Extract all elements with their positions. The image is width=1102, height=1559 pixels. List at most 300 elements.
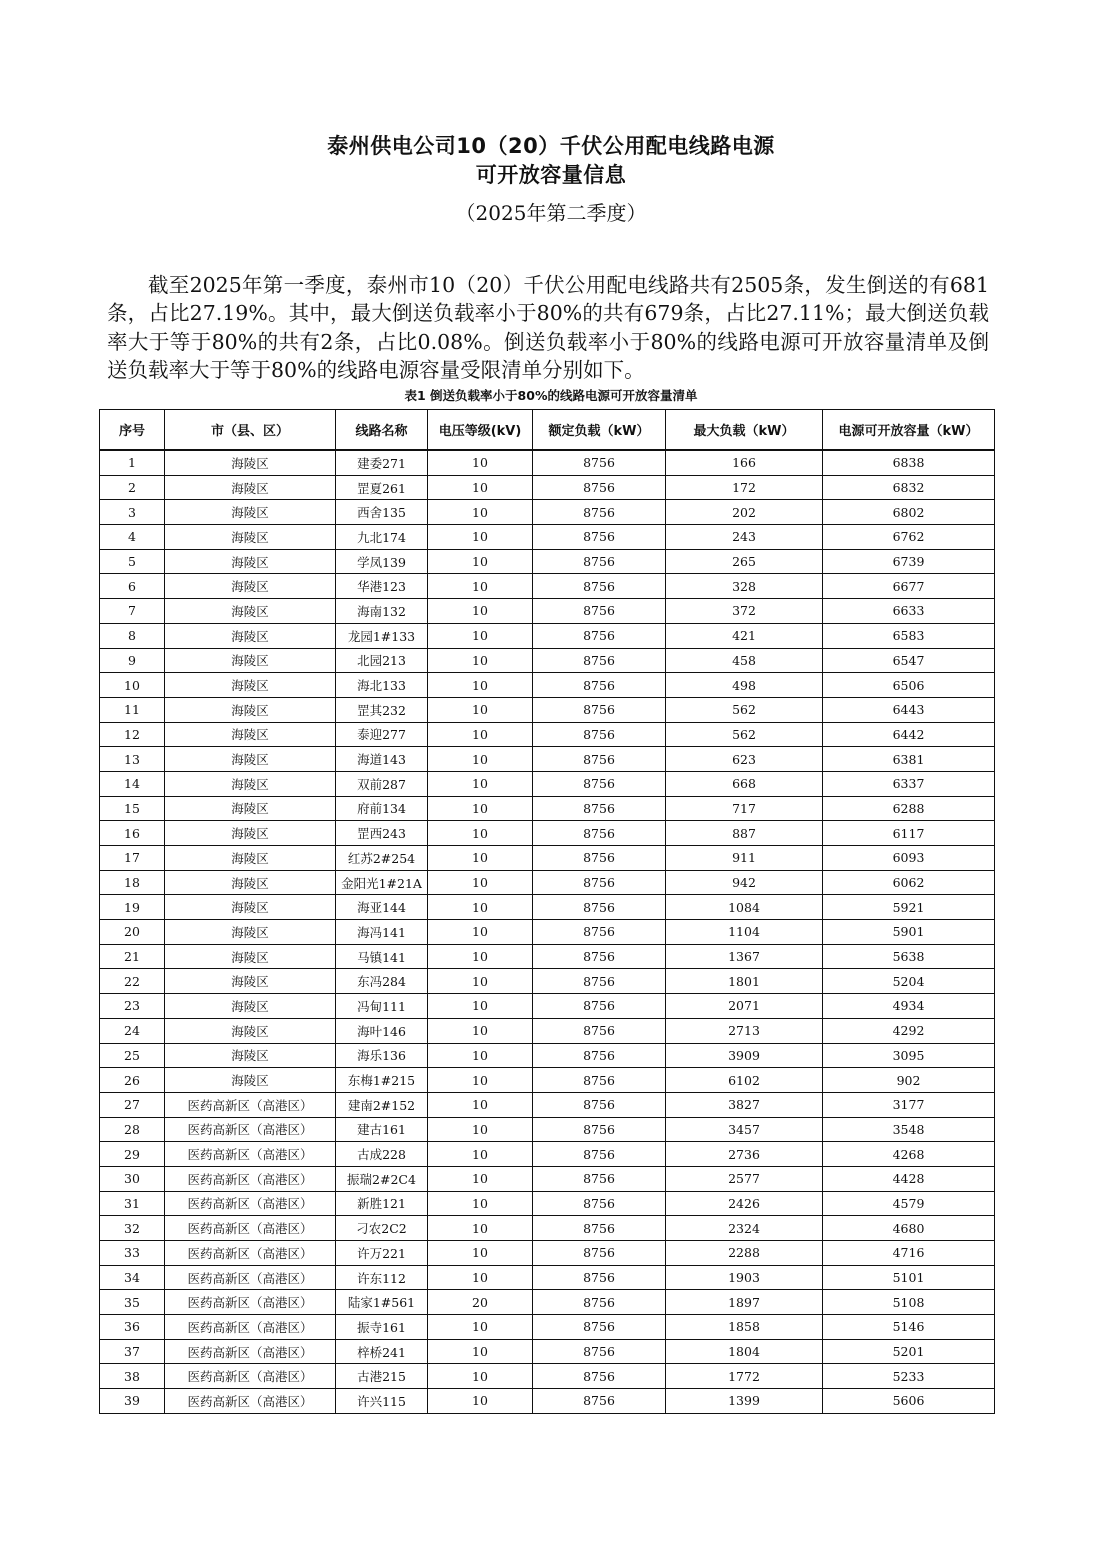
rated-load-cell: 8756 xyxy=(533,1265,666,1290)
line-name-cell: 海乐136 xyxy=(336,1043,428,1068)
table-row xyxy=(100,1142,995,1167)
open-capacity-cell: 6838 xyxy=(823,450,995,475)
voltage-cell: 10 xyxy=(428,1315,533,1340)
voltage-cell: 10 xyxy=(428,623,533,648)
open-capacity-cell: 4680 xyxy=(823,1216,995,1241)
index-cell: 35 xyxy=(100,1290,165,1315)
max-load-cell: 166 xyxy=(666,450,823,475)
line-name-cell: 北园213 xyxy=(336,648,428,673)
voltage-cell: 10 xyxy=(428,549,533,574)
line-name-cell: 许兴115 xyxy=(336,1389,428,1414)
index-cell: 25 xyxy=(100,1043,165,1068)
table-row xyxy=(100,895,995,920)
table-caption: 表1 倒送负载率小于80%的线路电源可开放容量清单 xyxy=(404,388,698,403)
open-capacity-cell: 5921 xyxy=(823,895,995,920)
table-row xyxy=(100,697,995,722)
voltage-cell: 10 xyxy=(428,870,533,895)
index-cell: 13 xyxy=(100,747,165,772)
rated-load-cell: 8756 xyxy=(533,1389,666,1414)
table-row xyxy=(100,1241,995,1266)
district-cell: 医药高新区（高港区） xyxy=(165,1092,336,1117)
district-cell: 海陵区 xyxy=(165,673,336,698)
column-header-voltage: 电压等级(kV) xyxy=(428,410,533,451)
line-name-cell: 府前134 xyxy=(336,796,428,821)
index-cell: 30 xyxy=(100,1166,165,1191)
open-capacity-cell: 4716 xyxy=(823,1241,995,1266)
line-name-cell: 东梅1#215 xyxy=(336,1068,428,1093)
table-row xyxy=(100,1265,995,1290)
line-name-cell: 海南132 xyxy=(336,599,428,624)
district-cell: 海陵区 xyxy=(165,969,336,994)
line-name-cell: 西舍135 xyxy=(336,500,428,525)
voltage-cell: 10 xyxy=(428,747,533,772)
max-load-cell: 911 xyxy=(666,846,823,871)
rated-load-cell: 8756 xyxy=(533,574,666,599)
line-name-cell: 东冯284 xyxy=(336,969,428,994)
voltage-cell: 10 xyxy=(428,1265,533,1290)
max-load-cell: 668 xyxy=(666,771,823,796)
district-cell: 海陵区 xyxy=(165,500,336,525)
table-row xyxy=(100,1315,995,1340)
line-name-cell: 海北133 xyxy=(336,673,428,698)
index-cell: 5 xyxy=(100,549,165,574)
open-capacity-cell: 6062 xyxy=(823,870,995,895)
rated-load-cell: 8756 xyxy=(533,673,666,698)
max-load-cell: 623 xyxy=(666,747,823,772)
index-cell: 15 xyxy=(100,796,165,821)
district-cell: 海陵区 xyxy=(165,648,336,673)
line-name-cell: 新胜121 xyxy=(336,1191,428,1216)
open-capacity-cell: 6288 xyxy=(823,796,995,821)
district-cell: 海陵区 xyxy=(165,549,336,574)
line-name-cell: 许万221 xyxy=(336,1241,428,1266)
open-capacity-cell: 6117 xyxy=(823,821,995,846)
line-name-cell: 罡西243 xyxy=(336,821,428,846)
rated-load-cell: 8756 xyxy=(533,599,666,624)
max-load-cell: 2426 xyxy=(666,1191,823,1216)
voltage-cell: 10 xyxy=(428,1191,533,1216)
line-name-cell: 海道143 xyxy=(336,747,428,772)
voltage-cell: 10 xyxy=(428,574,533,599)
district-cell: 海陵区 xyxy=(165,574,336,599)
rated-load-cell: 8756 xyxy=(533,920,666,945)
index-cell: 2 xyxy=(100,475,165,500)
rated-load-cell: 8756 xyxy=(533,1364,666,1389)
line-name-cell: 红苏2#254 xyxy=(336,846,428,871)
district-cell: 海陵区 xyxy=(165,821,336,846)
rated-load-cell: 8756 xyxy=(533,1315,666,1340)
district-cell: 医药高新区（高港区） xyxy=(165,1290,336,1315)
open-capacity-cell: 5108 xyxy=(823,1290,995,1315)
line-name-cell: 罡其232 xyxy=(336,697,428,722)
rated-load-cell: 8756 xyxy=(533,821,666,846)
max-load-cell: 1897 xyxy=(666,1290,823,1315)
voltage-cell: 10 xyxy=(428,1389,533,1414)
line-name-cell: 华港123 xyxy=(336,574,428,599)
table-row xyxy=(100,1389,995,1414)
open-capacity-cell: 6442 xyxy=(823,722,995,747)
rated-load-cell: 8756 xyxy=(533,500,666,525)
column-header-open-capacity: 电源可开放容量（kW） xyxy=(823,410,995,451)
open-capacity-cell: 4428 xyxy=(823,1166,995,1191)
max-load-cell: 1903 xyxy=(666,1265,823,1290)
max-load-cell: 717 xyxy=(666,796,823,821)
voltage-cell: 10 xyxy=(428,1092,533,1117)
voltage-cell: 10 xyxy=(428,1216,533,1241)
index-cell: 1 xyxy=(100,450,165,475)
district-cell: 海陵区 xyxy=(165,920,336,945)
line-name-cell: 泰迎277 xyxy=(336,722,428,747)
district-cell: 海陵区 xyxy=(165,994,336,1019)
column-header-index: 序号 xyxy=(100,410,165,451)
index-cell: 36 xyxy=(100,1315,165,1340)
rated-load-cell: 8756 xyxy=(533,870,666,895)
index-cell: 32 xyxy=(100,1216,165,1241)
index-cell: 12 xyxy=(100,722,165,747)
voltage-cell: 10 xyxy=(428,525,533,550)
voltage-cell: 10 xyxy=(428,994,533,1019)
index-cell: 11 xyxy=(100,697,165,722)
column-header-max-load: 最大负载（kW） xyxy=(666,410,823,451)
max-load-cell: 6102 xyxy=(666,1068,823,1093)
table-row xyxy=(100,1068,995,1093)
district-cell: 医药高新区（高港区） xyxy=(165,1315,336,1340)
district-cell: 海陵区 xyxy=(165,747,336,772)
table-row xyxy=(100,870,995,895)
index-cell: 10 xyxy=(100,673,165,698)
district-cell: 海陵区 xyxy=(165,722,336,747)
max-load-cell: 498 xyxy=(666,673,823,698)
district-cell: 海陵区 xyxy=(165,944,336,969)
index-cell: 4 xyxy=(100,525,165,550)
open-capacity-cell: 3548 xyxy=(823,1117,995,1142)
max-load-cell: 2288 xyxy=(666,1241,823,1266)
voltage-cell: 20 xyxy=(428,1290,533,1315)
open-capacity-cell: 3177 xyxy=(823,1092,995,1117)
rated-load-cell: 8756 xyxy=(533,969,666,994)
document-title-line1: 泰州供电公司10（20）千伏公用配电线路电源 xyxy=(327,134,775,158)
line-name-cell: 海亚144 xyxy=(336,895,428,920)
district-cell: 海陵区 xyxy=(165,895,336,920)
max-load-cell: 1858 xyxy=(666,1315,823,1340)
voltage-cell: 10 xyxy=(428,1339,533,1364)
voltage-cell: 10 xyxy=(428,944,533,969)
open-capacity-cell: 3095 xyxy=(823,1043,995,1068)
line-name-cell: 梓桥241 xyxy=(336,1339,428,1364)
document-title-line2: 可开放容量信息 xyxy=(475,163,627,187)
voltage-cell: 10 xyxy=(428,846,533,871)
index-cell: 34 xyxy=(100,1265,165,1290)
voltage-cell: 10 xyxy=(428,1241,533,1266)
rated-load-cell: 8756 xyxy=(533,475,666,500)
index-cell: 9 xyxy=(100,648,165,673)
line-name-cell: 九北174 xyxy=(336,525,428,550)
rated-load-cell: 8756 xyxy=(533,1043,666,1068)
voltage-cell: 10 xyxy=(428,1117,533,1142)
table-body xyxy=(100,450,995,1413)
table-row xyxy=(100,1117,995,1142)
rated-load-cell: 8756 xyxy=(533,796,666,821)
open-capacity-cell: 6443 xyxy=(823,697,995,722)
table-row xyxy=(100,1166,995,1191)
voltage-cell: 10 xyxy=(428,796,533,821)
rated-load-cell: 8756 xyxy=(533,697,666,722)
district-cell: 海陵区 xyxy=(165,796,336,821)
rated-load-cell: 8756 xyxy=(533,623,666,648)
voltage-cell: 10 xyxy=(428,450,533,475)
max-load-cell: 372 xyxy=(666,599,823,624)
table-row xyxy=(100,1191,995,1216)
table-header-row xyxy=(100,410,995,451)
rated-load-cell: 8756 xyxy=(533,747,666,772)
district-cell: 海陵区 xyxy=(165,771,336,796)
max-load-cell: 562 xyxy=(666,697,823,722)
rated-load-cell: 8756 xyxy=(533,1166,666,1191)
table-row xyxy=(100,475,995,500)
voltage-cell: 10 xyxy=(428,475,533,500)
max-load-cell: 1399 xyxy=(666,1389,823,1414)
district-cell: 医药高新区（高港区） xyxy=(165,1389,336,1414)
index-cell: 24 xyxy=(100,1018,165,1043)
rated-load-cell: 8756 xyxy=(533,1339,666,1364)
voltage-cell: 10 xyxy=(428,1043,533,1068)
open-capacity-cell: 6337 xyxy=(823,771,995,796)
index-cell: 37 xyxy=(100,1339,165,1364)
district-cell: 医药高新区（高港区） xyxy=(165,1142,336,1167)
table-row xyxy=(100,1092,995,1117)
rated-load-cell: 8756 xyxy=(533,1241,666,1266)
max-load-cell: 3457 xyxy=(666,1117,823,1142)
intro-paragraph: 截至2025年第一季度，泰州市10（20）千伏公用配电线路共有2505条，发生倒送的有681条，占比27.19%。其中，最大倒送负载率小于80%的共有679条，占比27.11%；最大倒送负载率大于等于80%的共有2条，占比0.08%。倒送负载率小于80%的线路电源可开放容量清单及倒送负载率大于等于80%的线路电源容量受限清单分别如下。 xyxy=(107,272,989,382)
rated-load-cell: 8756 xyxy=(533,648,666,673)
open-capacity-cell: 6547 xyxy=(823,648,995,673)
line-name-cell: 金阳光1#21A xyxy=(336,870,428,895)
rated-load-cell: 8756 xyxy=(533,1092,666,1117)
line-name-cell: 刁农2C2 xyxy=(336,1216,428,1241)
open-capacity-cell: 6583 xyxy=(823,623,995,648)
district-cell: 海陵区 xyxy=(165,1018,336,1043)
max-load-cell: 942 xyxy=(666,870,823,895)
table-row xyxy=(100,722,995,747)
voltage-cell: 10 xyxy=(428,920,533,945)
rated-load-cell: 8756 xyxy=(533,1191,666,1216)
max-load-cell: 265 xyxy=(666,549,823,574)
open-capacity-cell: 4292 xyxy=(823,1018,995,1043)
line-name-cell: 建委271 xyxy=(336,450,428,475)
index-cell: 29 xyxy=(100,1142,165,1167)
table-row xyxy=(100,969,995,994)
index-cell: 7 xyxy=(100,599,165,624)
line-name-cell: 双前287 xyxy=(336,771,428,796)
table-row xyxy=(100,1339,995,1364)
line-name-cell: 古成228 xyxy=(336,1142,428,1167)
district-cell: 医药高新区（高港区） xyxy=(165,1166,336,1191)
voltage-cell: 10 xyxy=(428,1018,533,1043)
open-capacity-cell: 4268 xyxy=(823,1142,995,1167)
voltage-cell: 10 xyxy=(428,1166,533,1191)
table-row xyxy=(100,1364,995,1389)
index-cell: 14 xyxy=(100,771,165,796)
voltage-cell: 10 xyxy=(428,697,533,722)
voltage-cell: 10 xyxy=(428,599,533,624)
district-cell: 医药高新区（高港区） xyxy=(165,1265,336,1290)
open-capacity-cell: 5101 xyxy=(823,1265,995,1290)
table-row xyxy=(100,623,995,648)
rated-load-cell: 8756 xyxy=(533,722,666,747)
district-cell: 海陵区 xyxy=(165,599,336,624)
line-name-cell: 海冯141 xyxy=(336,920,428,945)
max-load-cell: 458 xyxy=(666,648,823,673)
rated-load-cell: 8756 xyxy=(533,944,666,969)
column-header-rated-load: 额定负载（kW） xyxy=(533,410,666,451)
table-row xyxy=(100,525,995,550)
table-row xyxy=(100,1018,995,1043)
column-header-line-name: 线路名称 xyxy=(336,410,428,451)
index-cell: 39 xyxy=(100,1389,165,1414)
index-cell: 19 xyxy=(100,895,165,920)
voltage-cell: 10 xyxy=(428,500,533,525)
rated-load-cell: 8756 xyxy=(533,450,666,475)
open-capacity-cell: 6762 xyxy=(823,525,995,550)
index-cell: 8 xyxy=(100,623,165,648)
voltage-cell: 10 xyxy=(428,969,533,994)
open-capacity-cell: 4934 xyxy=(823,994,995,1019)
open-capacity-cell: 5233 xyxy=(823,1364,995,1389)
voltage-cell: 10 xyxy=(428,722,533,747)
open-capacity-cell: 5638 xyxy=(823,944,995,969)
rated-load-cell: 8756 xyxy=(533,1018,666,1043)
open-capacity-cell: 6802 xyxy=(823,500,995,525)
table-row xyxy=(100,1216,995,1241)
table-row xyxy=(100,574,995,599)
index-cell: 3 xyxy=(100,500,165,525)
district-cell: 医药高新区（高港区） xyxy=(165,1364,336,1389)
rated-load-cell: 8756 xyxy=(533,525,666,550)
index-cell: 20 xyxy=(100,920,165,945)
rated-load-cell: 8756 xyxy=(533,549,666,574)
line-name-cell: 陆家1#561 xyxy=(336,1290,428,1315)
district-cell: 医药高新区（高港区） xyxy=(165,1117,336,1142)
max-load-cell: 2071 xyxy=(666,994,823,1019)
line-name-cell: 许东112 xyxy=(336,1265,428,1290)
line-name-cell: 龙园1#133 xyxy=(336,623,428,648)
open-capacity-cell: 5146 xyxy=(823,1315,995,1340)
line-name-cell: 振寺161 xyxy=(336,1315,428,1340)
district-cell: 海陵区 xyxy=(165,475,336,500)
table-row xyxy=(100,1290,995,1315)
voltage-cell: 10 xyxy=(428,1068,533,1093)
index-cell: 28 xyxy=(100,1117,165,1142)
max-load-cell: 2324 xyxy=(666,1216,823,1241)
line-name-cell: 建南2#152 xyxy=(336,1092,428,1117)
district-cell: 医药高新区（高港区） xyxy=(165,1191,336,1216)
capacity-table xyxy=(99,409,995,1414)
max-load-cell: 3909 xyxy=(666,1043,823,1068)
max-load-cell: 2736 xyxy=(666,1142,823,1167)
max-load-cell: 172 xyxy=(666,475,823,500)
document-header xyxy=(0,132,1102,228)
open-capacity-cell: 6739 xyxy=(823,549,995,574)
index-cell: 16 xyxy=(100,821,165,846)
table-row xyxy=(100,673,995,698)
voltage-cell: 10 xyxy=(428,821,533,846)
column-header-district: 市（县、区） xyxy=(165,410,336,451)
rated-load-cell: 8756 xyxy=(533,1290,666,1315)
table-row xyxy=(100,648,995,673)
open-capacity-cell: 5201 xyxy=(823,1339,995,1364)
table-row xyxy=(100,450,995,475)
index-cell: 31 xyxy=(100,1191,165,1216)
open-capacity-cell: 5204 xyxy=(823,969,995,994)
voltage-cell: 10 xyxy=(428,1364,533,1389)
voltage-cell: 10 xyxy=(428,771,533,796)
table-row xyxy=(100,747,995,772)
district-cell: 海陵区 xyxy=(165,846,336,871)
open-capacity-cell: 5606 xyxy=(823,1389,995,1414)
index-cell: 17 xyxy=(100,846,165,871)
line-name-cell: 马镇141 xyxy=(336,944,428,969)
open-capacity-cell: 902 xyxy=(823,1068,995,1093)
district-cell: 海陵区 xyxy=(165,623,336,648)
index-cell: 33 xyxy=(100,1241,165,1266)
index-cell: 6 xyxy=(100,574,165,599)
table-row xyxy=(100,549,995,574)
open-capacity-cell: 4579 xyxy=(823,1191,995,1216)
line-name-cell: 学凤139 xyxy=(336,549,428,574)
table-row xyxy=(100,821,995,846)
rated-load-cell: 8756 xyxy=(533,1216,666,1241)
max-load-cell: 2577 xyxy=(666,1166,823,1191)
district-cell: 海陵区 xyxy=(165,1068,336,1093)
index-cell: 21 xyxy=(100,944,165,969)
table-row xyxy=(100,599,995,624)
open-capacity-cell: 6633 xyxy=(823,599,995,624)
max-load-cell: 1772 xyxy=(666,1364,823,1389)
table-row xyxy=(100,796,995,821)
district-cell: 海陵区 xyxy=(165,525,336,550)
index-cell: 27 xyxy=(100,1092,165,1117)
rated-load-cell: 8756 xyxy=(533,994,666,1019)
rated-load-cell: 8756 xyxy=(533,771,666,796)
max-load-cell: 1084 xyxy=(666,895,823,920)
table-row xyxy=(100,1043,995,1068)
open-capacity-cell: 6093 xyxy=(823,846,995,871)
index-cell: 26 xyxy=(100,1068,165,1093)
table-row xyxy=(100,920,995,945)
open-capacity-cell: 6381 xyxy=(823,747,995,772)
line-name-cell: 振瑞2#2C4 xyxy=(336,1166,428,1191)
table-row xyxy=(100,771,995,796)
rated-load-cell: 8756 xyxy=(533,1117,666,1142)
reporting-period: （2025年第二季度） xyxy=(455,201,647,225)
district-cell: 海陵区 xyxy=(165,1043,336,1068)
table-row xyxy=(100,994,995,1019)
max-load-cell: 562 xyxy=(666,722,823,747)
open-capacity-cell: 6832 xyxy=(823,475,995,500)
max-load-cell: 1367 xyxy=(666,944,823,969)
open-capacity-cell: 5901 xyxy=(823,920,995,945)
voltage-cell: 10 xyxy=(428,1142,533,1167)
district-cell: 医药高新区（高港区） xyxy=(165,1339,336,1364)
max-load-cell: 1104 xyxy=(666,920,823,945)
open-capacity-cell: 6506 xyxy=(823,673,995,698)
district-cell: 医药高新区（高港区） xyxy=(165,1241,336,1266)
line-name-cell: 冯甸111 xyxy=(336,994,428,1019)
index-cell: 22 xyxy=(100,969,165,994)
rated-load-cell: 8756 xyxy=(533,1142,666,1167)
voltage-cell: 10 xyxy=(428,895,533,920)
max-load-cell: 243 xyxy=(666,525,823,550)
